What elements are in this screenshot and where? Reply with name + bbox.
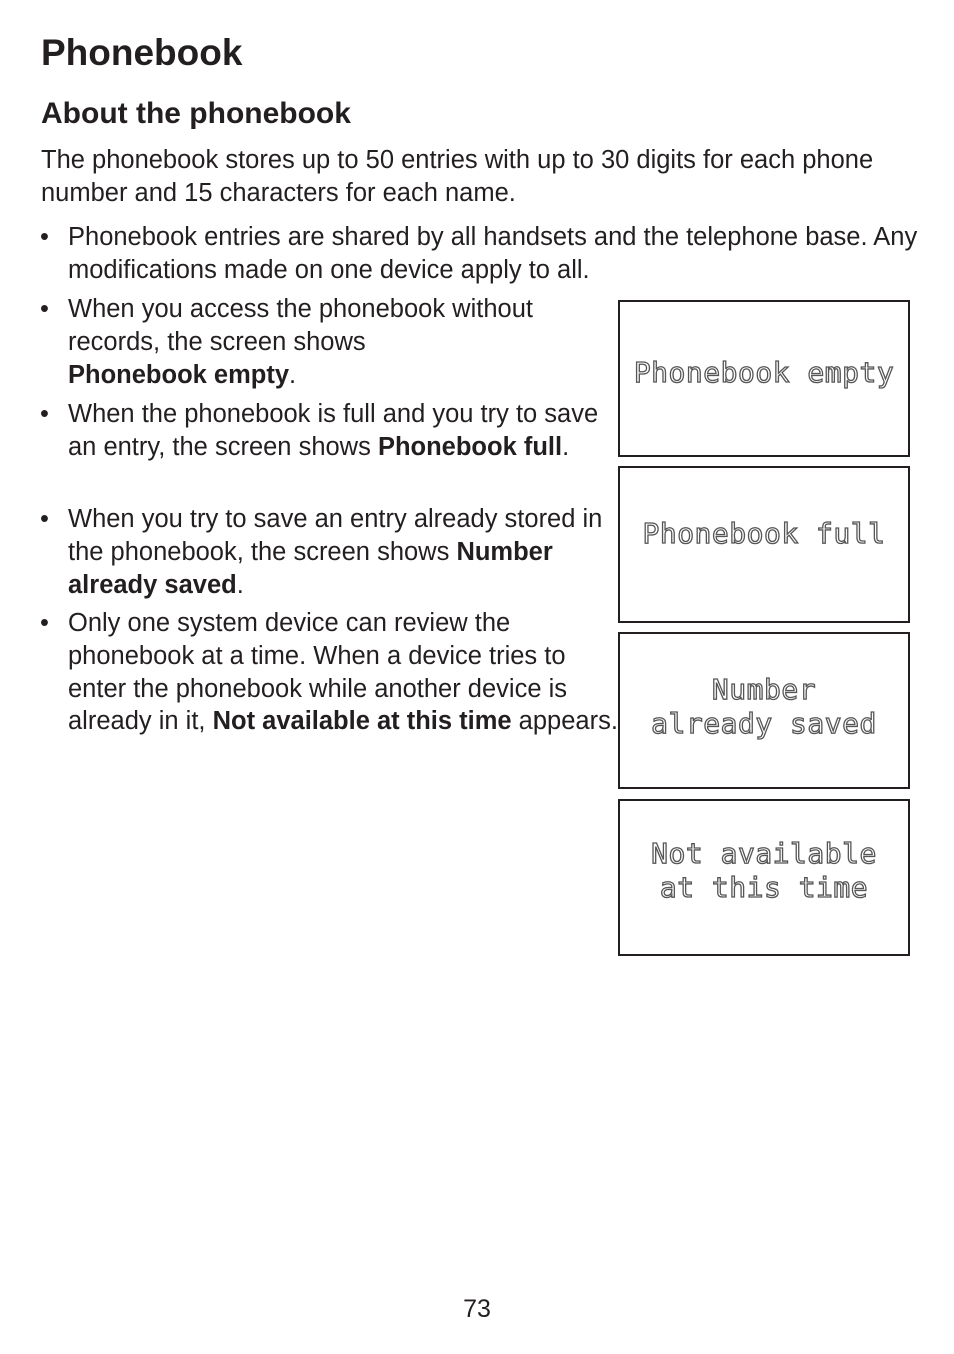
lcd-screen-phonebook-empty (618, 300, 910, 457)
lcd-screen-number-already-saved (618, 632, 910, 789)
bullet-shared-entries (68, 221, 918, 287)
intro-paragraph: The phonebook stores up to 50 entries with up to 30 digits for each phone number and 15 characters for each name. (41, 146, 874, 207)
page-title: Phonebook (41, 32, 243, 73)
page-number: 73 (463, 1295, 491, 1323)
lcd-text (651, 837, 877, 905)
bullet-bold-term: Phonebook empty (68, 360, 290, 389)
bullet-text: Phonebook entries are shared by all handsets and the telephone base. Any modifications made on one device apply to all. (68, 223, 918, 284)
bullet-bold-term: Phonebook full (377, 432, 563, 461)
bullet-text-end: . (236, 570, 244, 599)
lcd-line-1: Number (711, 672, 817, 706)
lcd-screen-not-available (618, 799, 910, 956)
section-title: About the phonebook (41, 97, 351, 130)
lcd-line-2: already saved (651, 706, 877, 740)
lcd-text (642, 517, 885, 551)
bullet-number-already-saved (68, 503, 613, 601)
bullet-phonebook-full (68, 398, 613, 464)
bullet-text: Only one system device can review the phonebook at a time. When a device tries to enter the phonebook while another device is already in it, (68, 609, 568, 736)
lcd-line-1: Phonebook full (642, 516, 886, 550)
bullet-bold-term: Number already saved (68, 537, 553, 599)
lcd-screen-phonebook-full (618, 466, 910, 623)
lcd-text (634, 356, 894, 390)
lcd-text (651, 673, 877, 741)
bullet-text-end: . (289, 360, 297, 389)
bullet-text-end: . (562, 432, 570, 461)
bullet-text: When you access the phonebook without records, the screen shows (68, 295, 533, 356)
bullet-bold-term: Not available at this time (212, 707, 512, 736)
bullet-text: When you try to save an entry already stored in the phonebook, the screen shows (68, 505, 603, 566)
lcd-line-2: at this time (659, 870, 869, 904)
bullet-text-end: appears. (511, 707, 618, 736)
lcd-line-1: Not available (651, 836, 877, 870)
bullet-phonebook-empty (68, 293, 613, 391)
lcd-line-1: Phonebook empty (633, 355, 895, 389)
bullet-not-available (68, 607, 618, 738)
bullet-text: When the phonebook is full and you try to save an entry, the screen shows (68, 400, 599, 461)
